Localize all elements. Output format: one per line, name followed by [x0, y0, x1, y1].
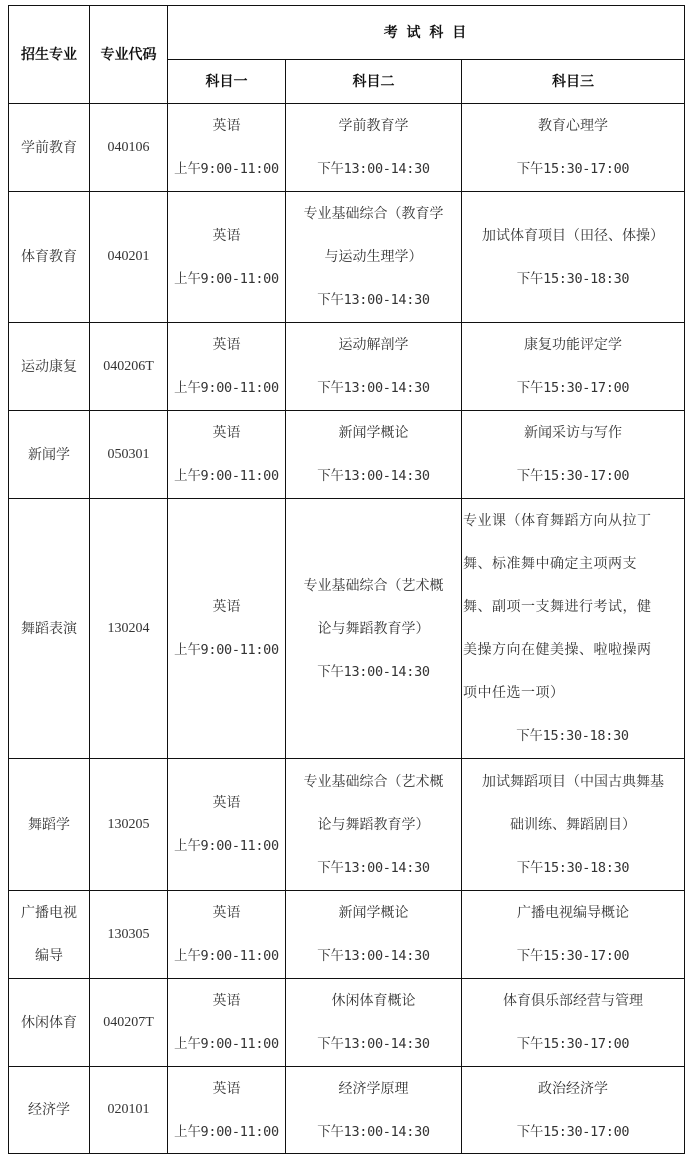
exam-time: 下午13:00-14:30: [317, 161, 430, 177]
header-subject-1: 科目一: [168, 60, 286, 104]
header-major: 招生专业: [9, 6, 90, 104]
table-row: [9, 192, 685, 323]
exam-time: 下午13:00-14:30: [317, 1123, 430, 1140]
cell-subject-2: [286, 192, 462, 323]
subject-name-line: 英语: [212, 795, 241, 811]
subject-name-line: 广播电视编导概论: [517, 905, 629, 921]
subject-name-line: 专业基础综合（艺术概: [303, 773, 444, 790]
subject-name-line: 英语: [212, 993, 241, 1009]
cell-major: [9, 499, 90, 759]
subject-name-line: 政治经济学: [538, 1080, 608, 1097]
cell-major: [9, 411, 90, 499]
subject-name-line: 美操方向在健美操、啦啦操两: [463, 642, 652, 658]
exam-time: 下午15:30-17:00: [516, 161, 630, 177]
cell-major-code: 130204: [90, 499, 168, 759]
cell-subject-3: [462, 979, 685, 1067]
major-name-line: 广播电视: [21, 905, 77, 921]
subject-name-line: 康复功能评定学: [524, 337, 622, 353]
subject-name-line: 专业基础综合（教育学: [303, 206, 444, 222]
cell-subject-3: [462, 104, 685, 192]
table-row: [9, 891, 685, 979]
subject-name-line: 学前教育学: [338, 118, 409, 134]
major-name-line: 编导: [35, 948, 63, 964]
subject-name-line: 体育俱乐部经营与管理: [503, 993, 643, 1009]
exam-time: 下午15:30-18:30: [516, 859, 630, 876]
subject-name-line: 项中任选一项）: [463, 685, 565, 701]
exam-time: 下午15:30-17:00: [516, 380, 630, 396]
major-name-line: 休闲体育: [21, 1014, 77, 1031]
cell-subject-3: [462, 1067, 685, 1154]
major-name-line: 体育教育: [21, 249, 77, 265]
cell-subject-2: [286, 891, 462, 979]
cell-major: [9, 891, 90, 979]
table-header: [9, 6, 685, 104]
subject-name-line: 专业课（体育舞蹈方向从拉丁: [463, 513, 652, 529]
subject-name-line: 与运动生理学）: [324, 249, 423, 265]
cell-major-code: 020101: [90, 1067, 168, 1154]
subject-name-line: 论与舞蹈教育学）: [317, 620, 430, 637]
exam-time: 下午13:00-14:30: [317, 1036, 430, 1052]
cell-major-code: 130205: [90, 759, 168, 891]
cell-subject-3: [462, 323, 685, 411]
table-row: [9, 104, 685, 192]
header-subjects: 考 试 科 目: [168, 6, 685, 60]
subject-name-line: 英语: [212, 425, 241, 441]
cell-subject-2: [286, 411, 462, 499]
cell-major-code: 040206T: [90, 323, 168, 411]
exam-time: 下午13:00-14:30: [317, 380, 430, 396]
subject-name-line: 运动解剖学: [338, 337, 409, 353]
cell-subject-3: [462, 759, 685, 891]
cell-subject-1: [168, 323, 286, 411]
exam-time: 下午15:30-18:30: [516, 270, 630, 287]
cell-subject-3: [462, 891, 685, 979]
subject-name-line: 加试体育项目（田径、体操）: [482, 227, 664, 244]
subject-name-line: 论与舞蹈教育学）: [317, 816, 430, 833]
cell-subject-1: [168, 759, 286, 891]
exam-time: 上午9:00-11:00: [174, 380, 279, 396]
table-row: [9, 979, 685, 1067]
subject-name-line: 舞、副项一支舞进行考试，健: [463, 599, 652, 615]
exam-time: 上午9:00-11:00: [174, 1036, 279, 1052]
exam-time: 下午13:00-14:30: [317, 859, 430, 876]
subject-name-line: 新闻学概论: [338, 425, 409, 441]
cell-major-code: 040207T: [90, 979, 168, 1067]
cell-major: [9, 759, 90, 891]
exam-time: 上午9:00-11:00: [174, 161, 279, 177]
header-subject-3: 科目三: [462, 60, 685, 104]
cell-subject-1: [168, 411, 286, 499]
cell-subject-2: [286, 979, 462, 1067]
exam-time: 下午13:00-14:30: [317, 663, 430, 680]
table-body: [9, 104, 685, 1154]
exam-time: 上午9:00-11:00: [174, 642, 279, 658]
cell-subject-1: [168, 979, 286, 1067]
major-name-line: 舞蹈学: [28, 816, 70, 833]
major-name-line: 运动康复: [21, 358, 77, 375]
exam-time: 上午9:00-11:00: [174, 948, 279, 964]
cell-major-code: 130305: [90, 891, 168, 979]
exam-time: 上午9:00-11:00: [174, 838, 279, 854]
exam-time: 上午9:00-11:00: [174, 1123, 279, 1140]
major-name-line: 经济学: [28, 1102, 70, 1118]
cell-subject-1: [168, 499, 286, 759]
cell-major: [9, 192, 90, 323]
subject-name-line: 英语: [212, 337, 241, 353]
cell-subject-1: [168, 1067, 286, 1154]
cell-major: [9, 1067, 90, 1154]
exam-time: 下午13:00-14:30: [317, 468, 430, 484]
cell-major-code: 050301: [90, 411, 168, 499]
exam-schedule-table: [8, 5, 685, 1154]
cell-major-code: 040106: [90, 104, 168, 192]
exam-time: 下午13:00-14:30: [317, 948, 430, 964]
exam-time: 下午15:30-18:30: [516, 728, 629, 744]
subject-name-line: 英语: [212, 599, 241, 615]
subject-name-line: 础训练、舞蹈剧目）: [510, 816, 636, 833]
exam-time: 上午9:00-11:00: [174, 270, 279, 287]
major-name-line: 新闻学: [28, 446, 70, 463]
subject-name-line: 新闻学概论: [338, 905, 409, 921]
cell-subject-1: [168, 104, 286, 192]
header-subject-2: 科目二: [286, 60, 462, 104]
cell-major-code: 040201: [90, 192, 168, 323]
subject-name-line: 休闲体育概论: [331, 993, 416, 1009]
cell-major: [9, 104, 90, 192]
cell-major: [9, 323, 90, 411]
table-row: [9, 323, 685, 411]
subject-name-line: 教育心理学: [538, 118, 608, 134]
subject-name-line: 英语: [212, 1080, 241, 1097]
exam-time: 上午9:00-11:00: [174, 468, 279, 484]
exam-time: 下午15:30-17:00: [516, 948, 630, 964]
subject-name-line: 英语: [212, 905, 241, 921]
cell-subject-3: [462, 411, 685, 499]
header-code: 专业代码: [90, 6, 168, 104]
cell-subject-1: [168, 891, 286, 979]
cell-subject-2: [286, 104, 462, 192]
table-row: [9, 411, 685, 499]
subject-name-line: 专业基础综合（艺术概: [303, 577, 444, 594]
cell-subject-3: [462, 192, 685, 323]
cell-subject-2: [286, 499, 462, 759]
subject-name-line: 加试舞蹈项目（中国古典舞基: [482, 773, 664, 790]
cell-subject-2: [286, 1067, 462, 1154]
subject-name-line: 舞、标准舞中确定主项两支: [463, 556, 637, 572]
table-row: [9, 759, 685, 891]
cell-major: [9, 979, 90, 1067]
major-name-line: 舞蹈表演: [21, 620, 77, 637]
cell-subject-2: [286, 759, 462, 891]
subject-name-line: 英语: [212, 227, 241, 244]
exam-time: 下午13:00-14:30: [317, 292, 430, 308]
table-row: [9, 1067, 685, 1154]
major-name-line: 学前教育: [21, 139, 77, 156]
exam-time: 下午15:30-17:00: [516, 1123, 630, 1140]
cell-subject-3: [462, 499, 685, 759]
cell-subject-2: [286, 323, 462, 411]
table-row: [9, 499, 685, 759]
exam-time: 下午15:30-17:00: [516, 1036, 630, 1052]
subject-name-line: 经济学原理: [338, 1080, 409, 1097]
subject-name-line: 新闻采访与写作: [524, 425, 622, 441]
subject-name-line: 英语: [212, 118, 241, 134]
exam-time: 下午15:30-17:00: [516, 468, 630, 484]
cell-subject-1: [168, 192, 286, 323]
